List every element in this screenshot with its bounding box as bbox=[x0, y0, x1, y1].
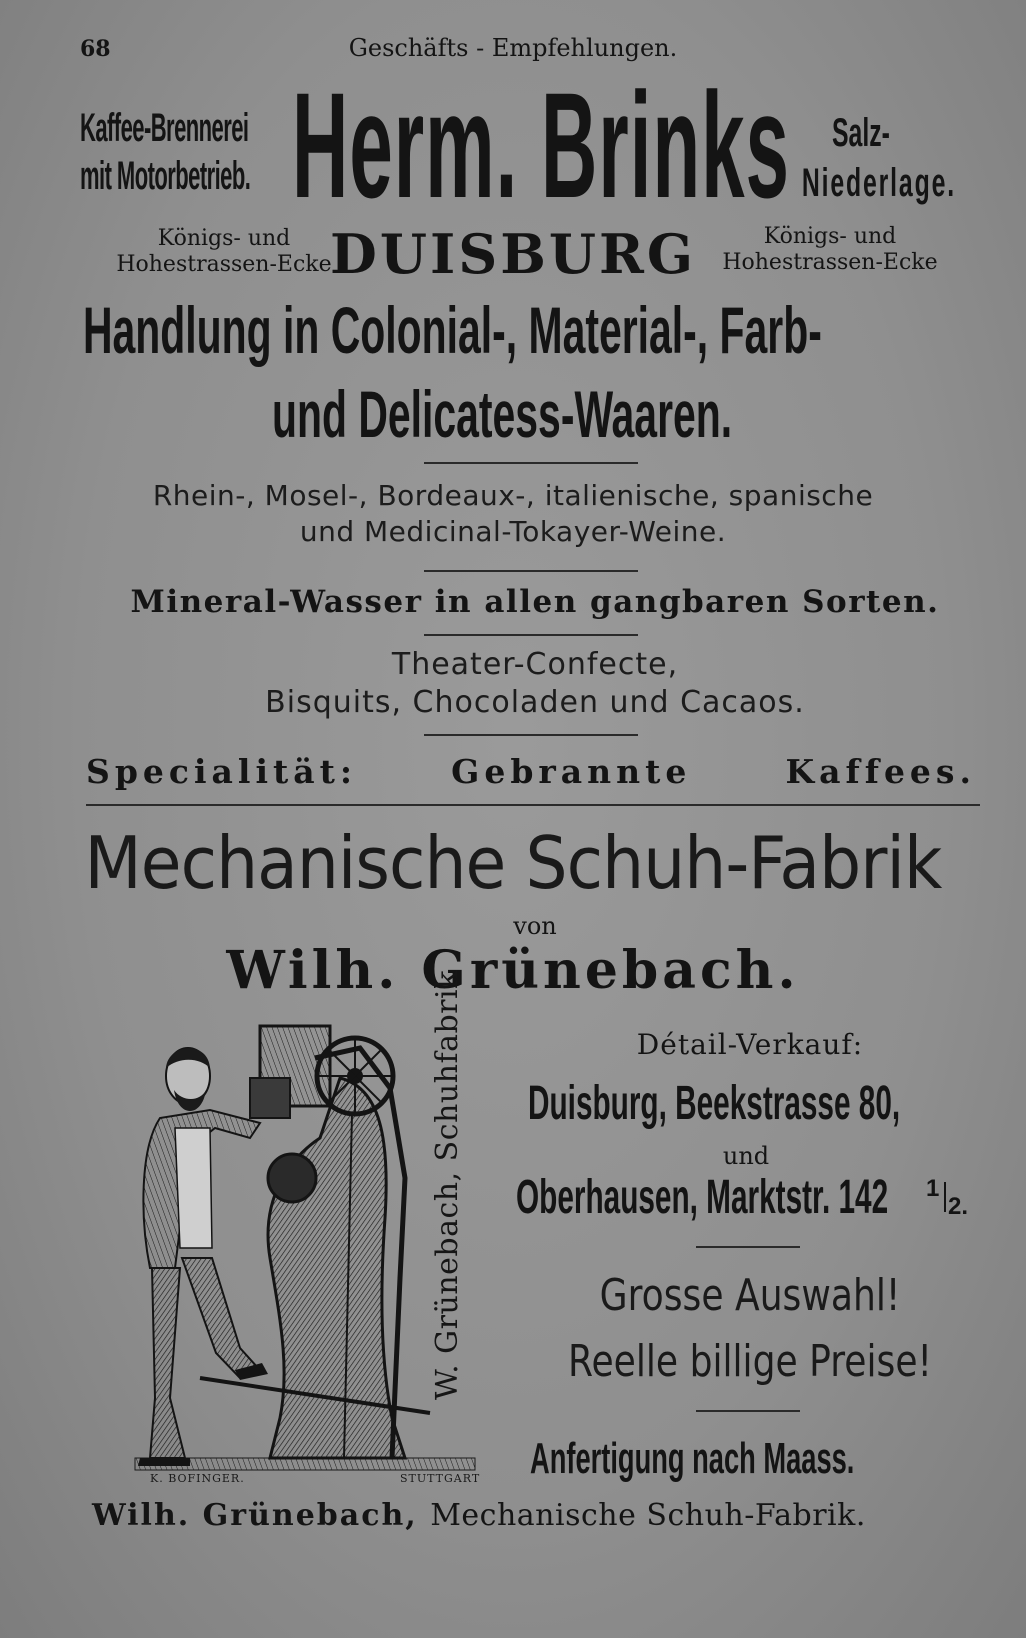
brinks-address-right bbox=[710, 224, 950, 276]
brinks-wines bbox=[0, 478, 1026, 550]
sweets-line-2: Bisquits, Chocoladen und Cacaos. bbox=[265, 685, 805, 720]
brinks-sweets bbox=[0, 646, 1026, 722]
left-tag-line-2: mit Motorbetrieb. bbox=[80, 154, 251, 198]
wines-line-1: Rhein-, Mosel-, Bordeaux-, italienische, spanische bbox=[152, 479, 874, 512]
fraction-numerator: 1 bbox=[926, 1175, 940, 1202]
detail-sale-heading: Détail-Verkauf: bbox=[636, 1028, 864, 1061]
divider bbox=[424, 462, 638, 464]
brinks-mineral-water: Mineral-Wasser in allen gangbaren Sorten. bbox=[130, 584, 940, 620]
brinks-city: DUISBURG bbox=[330, 222, 696, 286]
promo-selection: Grosse Auswahl! bbox=[599, 1270, 901, 1321]
brinks-slogan-line-2: und Delicatess-Waaren. bbox=[272, 377, 733, 451]
brinks-left-tag bbox=[80, 104, 250, 200]
specialty-word-2: Kaffees. bbox=[785, 752, 976, 791]
sweets-line-1: Theater-Confecte, bbox=[391, 647, 679, 682]
address-duisburg: Duisburg, Beekstrasse 80, bbox=[528, 1077, 901, 1130]
custom-made: Anfertigung nach Maass. bbox=[530, 1434, 855, 1483]
fraction-denominator: 2. bbox=[948, 1193, 969, 1220]
engraver-signature-right: STUTTGART bbox=[400, 1472, 481, 1485]
address-right-line-2: Hohestrassen-Ecke bbox=[722, 250, 938, 275]
address-right-line-1: Königs- und bbox=[763, 224, 897, 249]
brinks-right-tag bbox=[770, 108, 956, 208]
divider bbox=[696, 1410, 800, 1412]
schuh-von: von bbox=[513, 912, 557, 940]
address-und: und bbox=[722, 1142, 770, 1170]
engraver-signature-left: K. BOFINGER. bbox=[150, 1472, 245, 1485]
shoe-machine-engraving bbox=[130, 1018, 480, 1488]
schuh-footer bbox=[92, 1498, 866, 1533]
divider bbox=[424, 634, 638, 636]
divider bbox=[696, 1246, 800, 1248]
running-head: Geschäfts - Empfehlungen. bbox=[348, 34, 678, 62]
footer-title: Mechanische Schuh-Fabrik. bbox=[430, 1498, 866, 1533]
divider bbox=[424, 570, 638, 572]
fraction-bar bbox=[944, 1182, 946, 1212]
wines-line-2: und Medicinal-Tokayer-Weine. bbox=[299, 515, 727, 548]
divider bbox=[424, 734, 638, 736]
engraving-caption: W. Grünebach, Schuhfabrik bbox=[430, 970, 465, 1400]
address-oberhausen: Oberhausen, Marktstr. 142 bbox=[516, 1171, 889, 1224]
promo-prices: Reelle billige Preise! bbox=[568, 1336, 932, 1387]
address-fraction bbox=[926, 1175, 969, 1220]
address-left-line-2: Hohestrassen-Ecke bbox=[116, 252, 332, 277]
page-number: 68 bbox=[80, 36, 111, 62]
left-tag-line-1: Kaffee-Brennerei bbox=[80, 106, 249, 150]
specialty-word-1: Gebrannte bbox=[451, 752, 692, 791]
brinks-slogan-line-1: Handlung in Colonial-, Material-, Farb- bbox=[83, 293, 822, 367]
section-divider bbox=[86, 804, 980, 806]
specialty-label: Specialität: bbox=[86, 752, 358, 791]
brinks-brand-name: Herm. Brinks bbox=[292, 61, 791, 229]
footer-owner: Wilh. Grünebach, bbox=[92, 1498, 418, 1533]
brinks-specialty bbox=[86, 752, 976, 791]
right-tag-line-2: Niederlage. bbox=[801, 161, 956, 205]
schuh-owner: Wilh. Grünebach. bbox=[226, 940, 800, 1001]
schuh-title: Mechanische Schuh-Fabrik bbox=[84, 821, 942, 905]
address-left-line-1: Königs- und bbox=[157, 226, 291, 251]
right-tag-line-1: Salz- bbox=[832, 111, 890, 155]
